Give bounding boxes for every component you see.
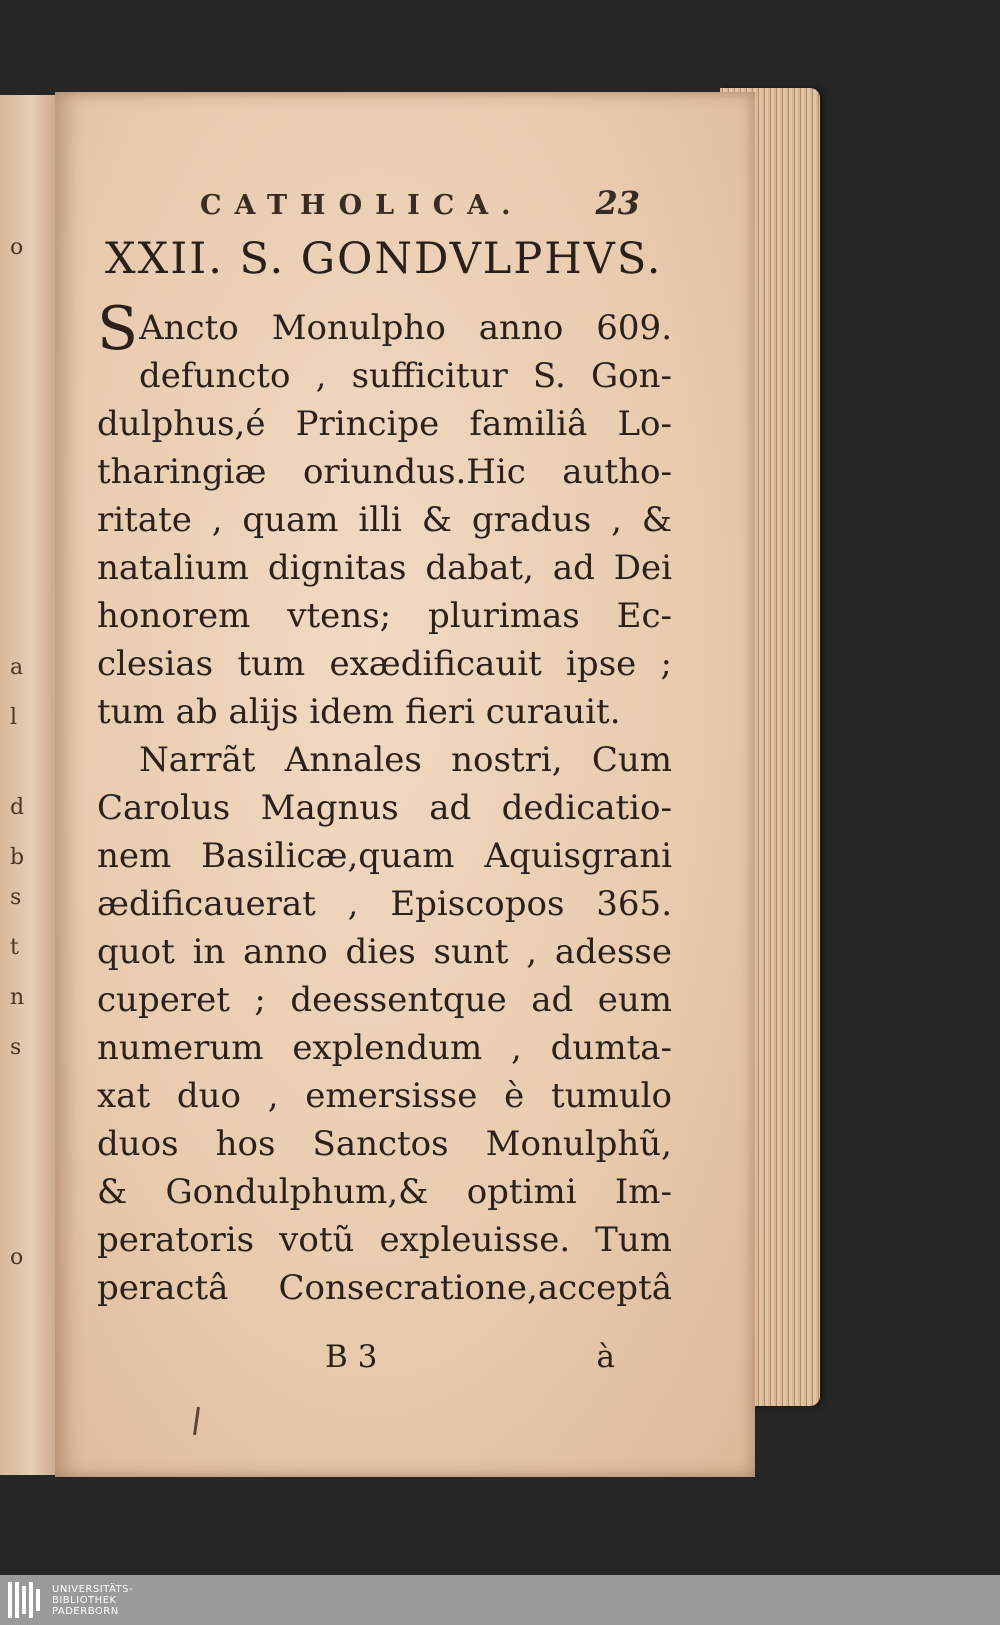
text-line: ædificauerat , Episcopos 365. xyxy=(97,884,672,924)
running-title: CATHOLICA. xyxy=(200,190,524,221)
text-line: peractâ Consecratione,acceptâ xyxy=(97,1268,672,1308)
page-footer xyxy=(325,1339,615,1375)
library-name: UNIVERSITÄTS- BIBLIOTHEK PADERBORN xyxy=(52,1583,134,1617)
signature-mark: B 3 xyxy=(325,1339,378,1375)
text-line: & Gondulphum,& optimi Im- xyxy=(97,1172,672,1212)
left-page-fragment: b xyxy=(10,845,25,870)
left-page-fragment: s xyxy=(10,1035,22,1060)
text-line: honorem vtens; plurimas Ec- xyxy=(97,596,672,636)
left-page-fragment: o xyxy=(10,1245,24,1270)
text-line: nem Basilicæ,quam Aquisgrani xyxy=(97,836,672,876)
text-line: defuncto , sufficitur S. Gon- xyxy=(139,356,672,396)
text-line: dulphus,é Principe familiâ Lo- xyxy=(97,404,672,444)
previous-page-edge xyxy=(0,95,60,1475)
running-head xyxy=(200,184,640,222)
text-line: cuperet ; deessentque ad eum xyxy=(97,980,672,1020)
text-line: xat duo , emersisse è tumulo xyxy=(97,1076,672,1116)
text-line: clesias tum exædificauit ipse ; xyxy=(97,644,672,684)
left-page-fragment: t xyxy=(10,935,19,960)
drop-cap: S xyxy=(97,304,139,352)
pencil-mark xyxy=(193,1407,200,1435)
library-logo-icon xyxy=(8,1580,40,1620)
text-line: tharingiæ oriundus.Hic autho- xyxy=(97,452,672,492)
text-line: SAncto Monulpho anno 609. xyxy=(97,304,672,352)
book-page xyxy=(55,92,755,1477)
text-line: tum ab alijs idem fieri curauit. xyxy=(97,692,621,732)
left-page-fragment: a xyxy=(10,655,24,680)
chapter-heading: XXII. S. GONDVLPHVS. xyxy=(105,234,663,284)
left-page-fragment: s xyxy=(10,885,22,910)
left-page-fragment: n xyxy=(10,985,25,1010)
catchword: à xyxy=(596,1339,615,1375)
text-line: Carolus Magnus ad dedicatio- xyxy=(97,788,672,828)
text-line: quot in anno dies sunt , adesse xyxy=(97,932,672,972)
left-page-fragment: d xyxy=(10,795,25,820)
library-footer-bar xyxy=(0,1575,1000,1625)
text-line: ritate , quam illi & gradus , & xyxy=(97,500,672,540)
left-page-fragment: l xyxy=(10,705,18,730)
left-page-fragment: o xyxy=(10,235,24,260)
text-line: natalium dignitas dabat, ad Dei xyxy=(97,548,672,588)
text-line: duos hos Sanctos Monulphũ, xyxy=(97,1124,672,1164)
body-text xyxy=(97,304,672,1312)
page-number: 23 xyxy=(595,184,640,222)
text-line: numerum explendum , dumta- xyxy=(97,1028,672,1068)
text-line: peratoris votũ expleuisse. Tum xyxy=(97,1220,672,1260)
text-line: Narrãt Annales nostri, Cum xyxy=(139,740,672,780)
